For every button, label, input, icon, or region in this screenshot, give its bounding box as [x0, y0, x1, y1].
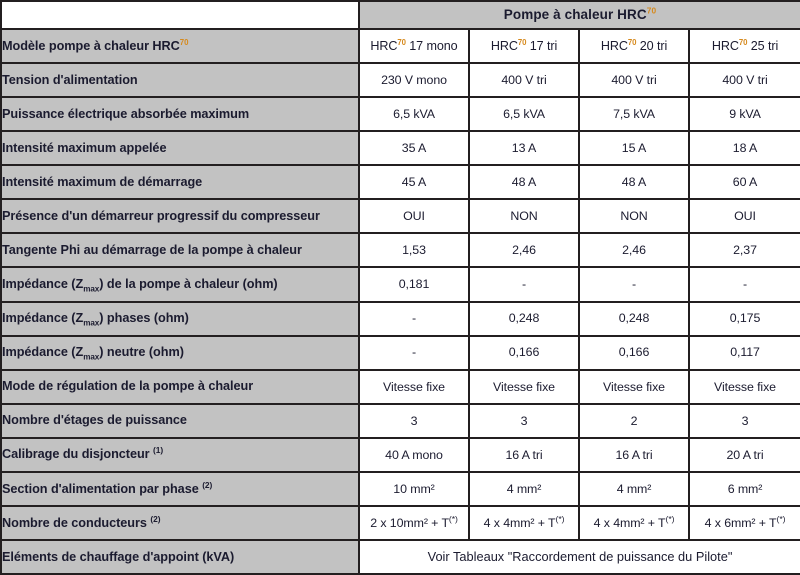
cell-r0-c2: HRC$^{70}$ 20 tri	[579, 29, 689, 63]
cell-r11-c0: 3	[359, 404, 469, 438]
cell-r11-c1: 3	[469, 404, 579, 438]
cell-r9-c1: 0,166	[469, 336, 579, 370]
superscript: (*)	[448, 513, 458, 524]
row-label-6: Tangente Phi au démarrage de la pompe à chaleur	[1, 233, 359, 267]
cell-r7-c1-empty: -	[469, 267, 579, 301]
superscript: 70	[738, 37, 748, 47]
subscript: max	[83, 284, 100, 294]
cell-r0-c3: HRC$^{70}$ 25 tri	[689, 29, 800, 63]
row-label-9: Impédance $(Z_{max})$ neutre (ohm)	[1, 336, 359, 370]
cell-r5-c0: OUI	[359, 199, 469, 233]
cell-r1-c3: 400 V tri	[689, 63, 800, 97]
cell-r7-c0: 0,181	[359, 267, 469, 301]
cell-r4-c0: 45 A	[359, 165, 469, 199]
table-row	[1, 438, 800, 472]
cell-r9-c0-empty: -	[359, 336, 469, 370]
cell-r11-c2: 2	[579, 404, 689, 438]
cell-r7-c2-empty: -	[579, 267, 689, 301]
table-row	[1, 370, 800, 404]
cell-r6-c0: 1,53	[359, 233, 469, 267]
table-row	[1, 267, 800, 301]
row-label-15: Eléments de chauffage d'appoint (kVA)	[1, 540, 359, 574]
row-label-11: Nombre d'étages de puissance	[1, 404, 359, 438]
superscript: (*)	[776, 513, 786, 524]
cell-r0-c1: HRC$^{70}$ 17 tri	[469, 29, 579, 63]
row-label-5: Présence d'un démarreur progressif du compresseur	[1, 199, 359, 233]
cell-r2-c1: 6,5 kVA	[469, 97, 579, 131]
subscript: max	[83, 318, 100, 328]
row-label-0: Modèle pompe à chaleur HRC$^{70}$	[1, 29, 359, 63]
superscript: 70	[517, 37, 527, 47]
row-label-13: Section d'alimentation par phase $^{(2)}$	[1, 472, 359, 506]
row-label-4: Intensité maximum de démarrage	[1, 165, 359, 199]
table-row	[1, 506, 800, 540]
corner-cell	[1, 1, 359, 29]
cell-r14-c1: 4 x 4mm² + T(*)	[469, 506, 579, 540]
cell-r6-c2: 2,46	[579, 233, 689, 267]
table-row	[1, 302, 800, 336]
cell-r6-c3: 2,37	[689, 233, 800, 267]
cell-r6-c1: 2,46	[469, 233, 579, 267]
table-row	[1, 165, 800, 199]
table-row	[1, 233, 800, 267]
row-label-2: Puissance électrique absorbée maximum	[1, 97, 359, 131]
superscript: 70	[646, 5, 657, 16]
cell-r5-c2: NON	[579, 199, 689, 233]
group-header-cell: Pompe à chaleur HRC$^{70}$	[359, 1, 800, 29]
table-body	[1, 1, 800, 574]
row-label-7: Impédance $(Z_{max})$ de la pompe à chaleur (ohm)	[1, 267, 359, 301]
superscript: (1)	[153, 445, 164, 456]
cell-r1-c2: 400 V tri	[579, 63, 689, 97]
row-label-10: Mode de régulation de la pompe à chaleur	[1, 370, 359, 404]
superscript: 70	[397, 37, 406, 47]
cell-r10-c1: Vitesse fixe	[469, 370, 579, 404]
superscript: 70	[179, 37, 189, 47]
cell-r8-c0-empty: -	[359, 302, 469, 336]
cell-r10-c2: Vitesse fixe	[579, 370, 689, 404]
cell-r14-c2: 4 x 4mm² + T(*)	[579, 506, 689, 540]
cell-r13-c3: 6 mm²	[689, 472, 800, 506]
cell-r2-c2: 7,5 kVA	[579, 97, 689, 131]
cell-r12-c3: 20 A tri	[689, 438, 800, 472]
cell-r12-c0: 40 A mono	[359, 438, 469, 472]
row-label-8: Impédance $(Z_{max})$ phases (ohm)	[1, 302, 359, 336]
cell-r13-c1: 4 mm²	[469, 472, 579, 506]
cell-r5-c3: OUI	[689, 199, 800, 233]
table-row	[1, 336, 800, 370]
cell-r0-c0: HRC$^{70}$ 17 mono	[359, 29, 469, 63]
table-row	[1, 540, 800, 574]
cell-r2-c0: 6,5 kVA	[359, 97, 469, 131]
cell-r3-c1: 13 A	[469, 131, 579, 165]
cell-r4-c2: 48 A	[579, 165, 689, 199]
row-label-1: Tension d'alimentation	[1, 63, 359, 97]
superscript: (*)	[555, 513, 565, 524]
cell-r3-c2: 15 A	[579, 131, 689, 165]
cell-r10-c0: Vitesse fixe	[359, 370, 469, 404]
row-span-value-15: Voir Tableaux "Raccordement de puissance du Pilote"	[359, 540, 800, 574]
cell-r3-c0: 35 A	[359, 131, 469, 165]
table-row	[1, 472, 800, 506]
cell-r11-c3: 3	[689, 404, 800, 438]
cell-r9-c2: 0,166	[579, 336, 689, 370]
cell-r5-c1: NON	[469, 199, 579, 233]
cell-r8-c1: 0,248	[469, 302, 579, 336]
cell-r4-c1: 48 A	[469, 165, 579, 199]
superscript: (2)	[150, 513, 161, 524]
table-row	[1, 97, 800, 131]
cell-r13-c2: 4 mm²	[579, 472, 689, 506]
cell-r3-c3: 18 A	[689, 131, 800, 165]
cell-r8-c3: 0,175	[689, 302, 800, 336]
cell-r1-c0: 230 V mono	[359, 63, 469, 97]
row-label-3: Intensité maximum appelée	[1, 131, 359, 165]
cell-r12-c2: 16 A tri	[579, 438, 689, 472]
superscript: (2)	[202, 479, 213, 490]
table-row	[1, 63, 800, 97]
superscript: 70	[627, 37, 637, 47]
table-row	[1, 131, 800, 165]
superscript: (*)	[665, 513, 675, 524]
cell-r1-c1: 400 V tri	[469, 63, 579, 97]
table-row	[1, 29, 800, 63]
cell-r14-c3: 4 x 6mm² + T(*)	[689, 506, 800, 540]
cell-r10-c3: Vitesse fixe	[689, 370, 800, 404]
row-label-14: Nombre de conducteurs $^{(2)}$	[1, 506, 359, 540]
table-row	[1, 404, 800, 438]
cell-r8-c2: 0,248	[579, 302, 689, 336]
cell-r7-c3-empty: -	[689, 267, 800, 301]
subscript: max	[83, 352, 100, 362]
cell-r14-c0: 2 x 10mm² + T(*)	[359, 506, 469, 540]
row-label-12: Calibrage du disjoncteur $^{(1)}$	[1, 438, 359, 472]
cell-r2-c3: 9 kVA	[689, 97, 800, 131]
table-row	[1, 199, 800, 233]
cell-r13-c0: 10 mm²	[359, 472, 469, 506]
table-header-row	[1, 1, 800, 29]
cell-r9-c3: 0,117	[689, 336, 800, 370]
cell-r4-c3: 60 A	[689, 165, 800, 199]
cell-r12-c1: 16 A tri	[469, 438, 579, 472]
